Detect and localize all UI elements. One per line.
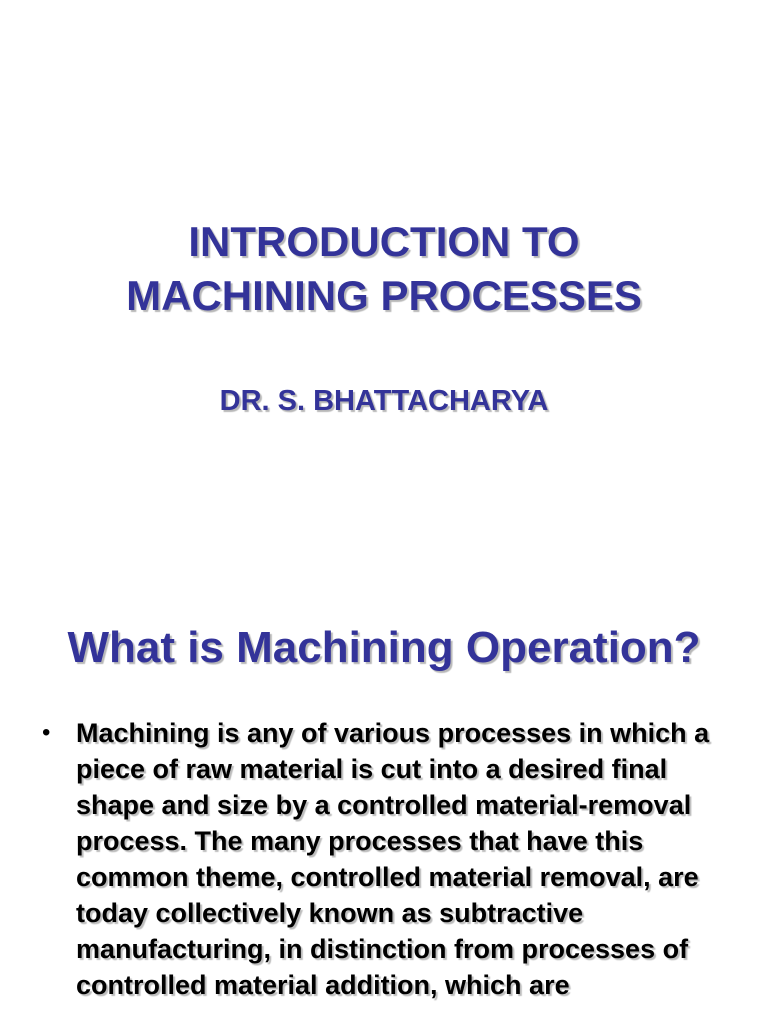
- slide-title-line-2: MACHINING PROCESSES: [126, 272, 642, 319]
- bullet-item: [42, 715, 732, 1003]
- bullet-text: Machining is any of various processes in which a piece of raw material is cut into a desired final shape and size by a controlled material-removal process. The many processes that have this common theme, controlled material removal, are today collectively known as subtractive manufacturing, in distinction from processes of controlled material addition, which are: [76, 718, 710, 1000]
- section-heading: What is Machining Operation?: [67, 623, 701, 672]
- slide-title: [0, 215, 768, 323]
- bullet-marker: •: [42, 719, 51, 746]
- author-name: DR. S. BHATTACHARYA: [219, 385, 549, 417]
- slide-title-line-1: INTRODUCTION TO: [188, 218, 580, 265]
- bullet-list: [42, 715, 732, 1003]
